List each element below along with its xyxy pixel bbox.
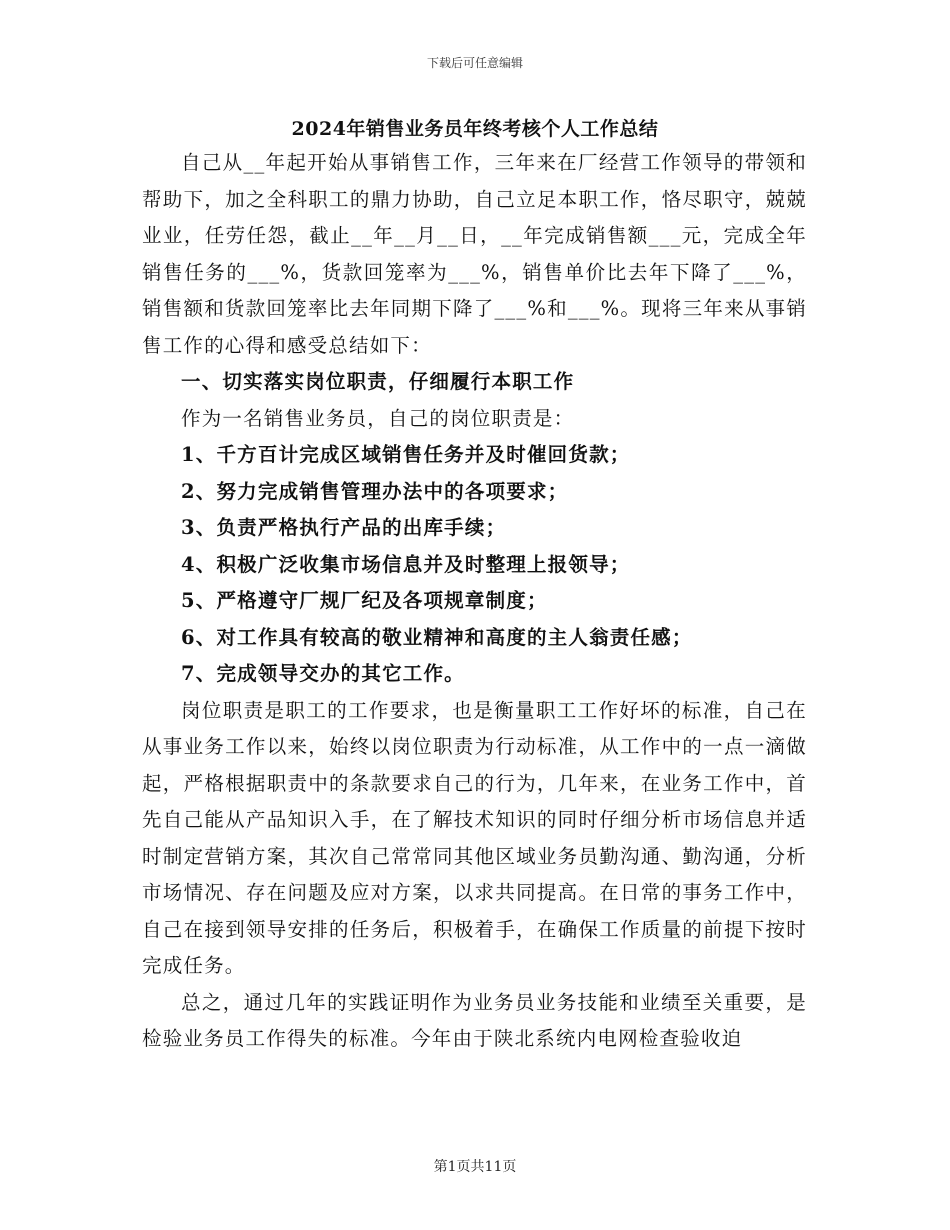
duty-standard-paragraph: 岗位职责是职工的工作要求，也是衡量职工工作好坏的标准，自己在从事业务工作以来，始终以岗位职责为行动标准，从工作中的一点一滴做起，严格根据职责中的条款要求自己的行为，几年来，在业务工作中，首先自己能从产品知识入手，在了解技术知识的同时仔细分析市场信息并适时制定营销方案，其次自己常常同其他区域业务员勤沟通、勤沟通，分析市场情况、存在问题及应对方案，以求共同提高。在日常的事务工作中，自己在接到领导安排的任务后，积极着手，在确保工作质量的前提下按时完成任务。 xyxy=(142,698,807,977)
duty-item: 6、对工作具有较高的敬业精神和高度的主人翁责任感； xyxy=(181,625,693,649)
duties-list xyxy=(142,437,807,693)
duty-item: 5、严格遵守厂规厂纪及各项规章制度； xyxy=(181,589,548,612)
duty-item: 1、千方百计完成区域销售任务并及时催回货款； xyxy=(181,443,631,466)
duty-item: 7、完成领导交办的其它工作。 xyxy=(181,662,465,685)
duty-item: 2、努力完成销售管理办法中的各项要求； xyxy=(181,479,569,503)
document-body xyxy=(142,145,807,1058)
document-title: 2024年销售业务员年终考核个人工作总结 xyxy=(291,118,659,140)
duties-lead-text: 作为一名销售业务员，自己的岗位职责是： xyxy=(181,406,575,430)
intro-paragraph: 自己从__年起开始从事销售工作，三年来在厂经营工作领导的带领和帮助下，加之全科职工的鼎力协助，自己立足本职工作，恪尽职守，兢兢业业，任劳任怨，截止__年__月__日，__年完成销售额___元，完成全年销售任务的___%，货款回笼率为___%，销售单价比去年下降了___%，销售额和货款回笼率比去年同期下降了___%和___%。现将三年来从事销售工作的心得和感受总结如下： xyxy=(142,151,807,357)
page-header-note: 下载后可任意编辑 xyxy=(426,56,523,70)
section-heading-1: 一、切实落实岗位职责，仔细履行本职工作 xyxy=(181,370,575,393)
duty-item: 3、负责严格执行产品的出库手续； xyxy=(181,516,507,539)
duty-item: 4、积极广泛收集市场信息并及时整理上报领导； xyxy=(181,552,631,576)
page-number: 第1页共11页 xyxy=(433,1159,517,1175)
conclusion-paragraph: 总之，通过几年的实践证明作为业务员业务技能和业绩至关重要，是检验业务员工作得失的标准。今年由于陕北系统内电网检查验收迫 xyxy=(142,990,807,1050)
